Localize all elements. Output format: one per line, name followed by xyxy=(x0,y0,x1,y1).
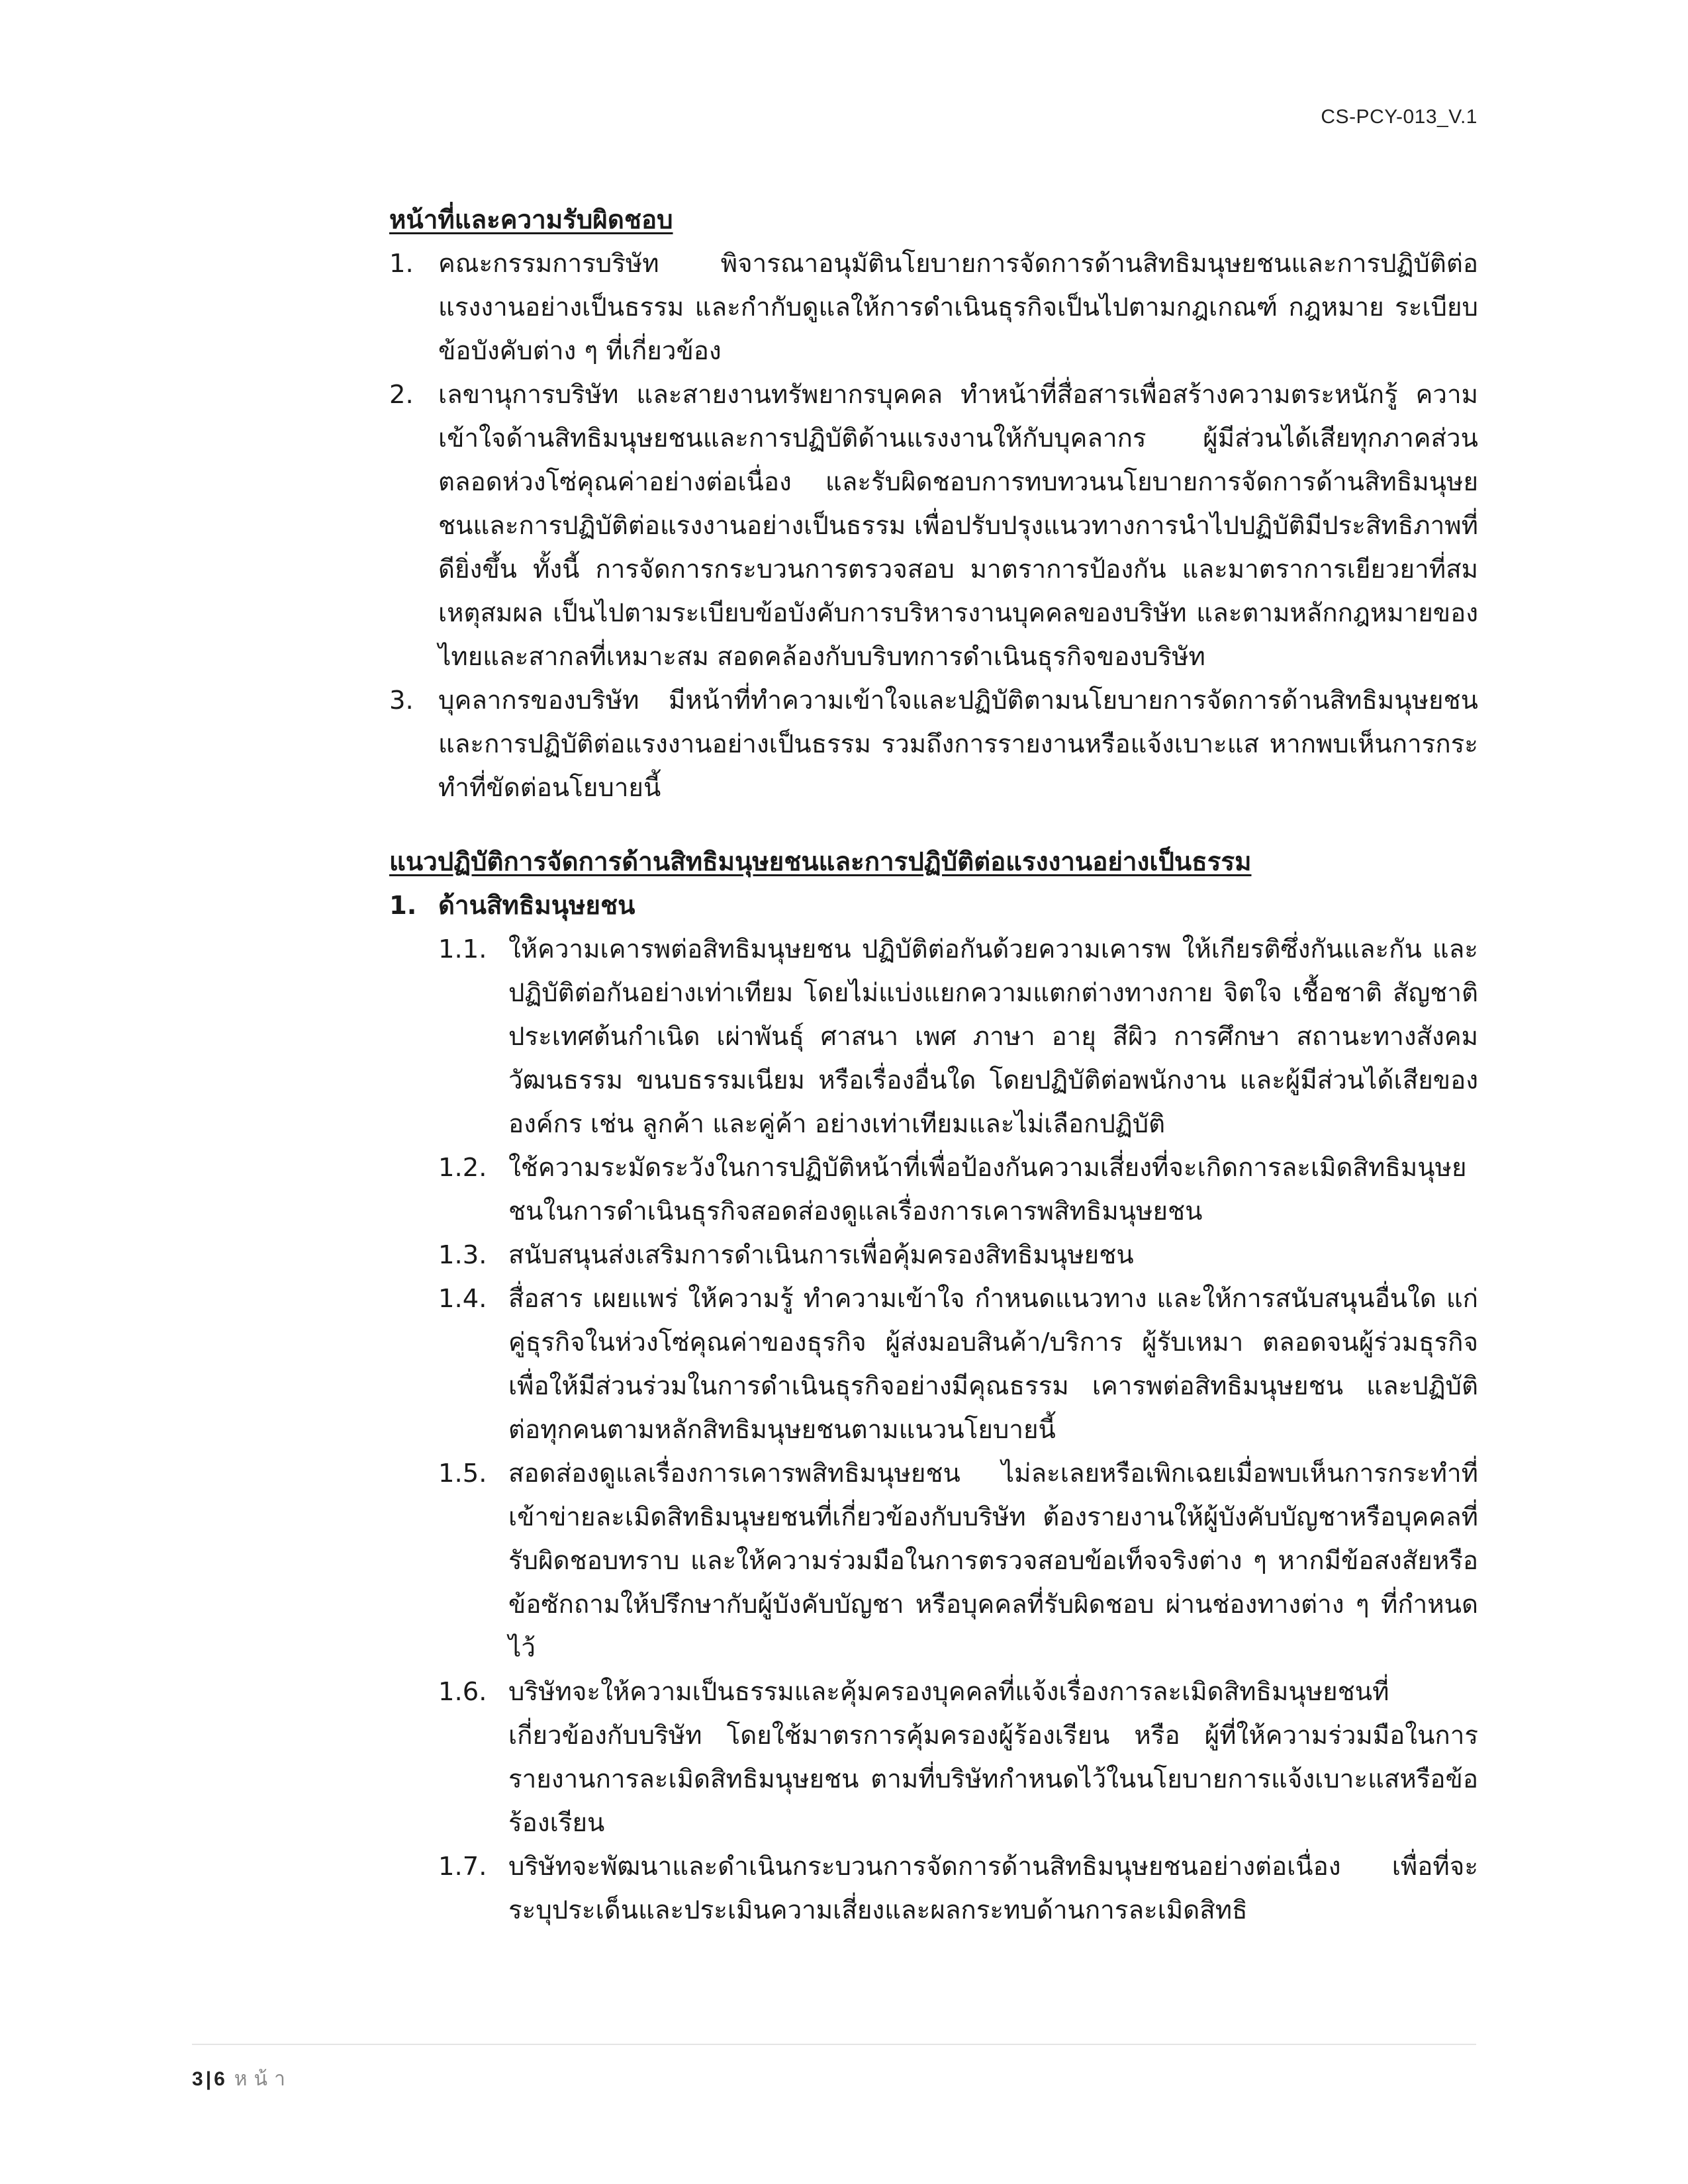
list-item-text: คณะกรรมการบริษัท พิจารณาอนุมัตินโยบายการจัดการด้านสิทธิมนุษยชนและการปฏิบัติต่อแรงงานอย่างเป็นธรรม และกำกับดูแลให้การดำเนินธุรกิจเป็นไปตามกฎเกณฑ์ กฎหมาย ระเบียบข้อบังคับต่าง ๆ ที่เกี่ยวข้อง xyxy=(438,249,1478,366)
list-item xyxy=(438,1146,1478,1234)
guideline-section-title xyxy=(389,884,1478,928)
section-number: 1. xyxy=(389,891,417,921)
list-item-text: บริษัทจะพัฒนาและดำเนินกระบวนการจัดการด้านสิทธิมนุษยชนอย่างต่อเนื่อง เพื่อที่จะระบุประเด็นและประเมินความเสี่ยงและผลกระทบด้านการละเมิดสิทธิ xyxy=(508,1852,1478,1925)
page-number xyxy=(192,2064,292,2095)
human-rights-list xyxy=(438,928,1478,1933)
guideline-section xyxy=(389,884,1478,1933)
list-item xyxy=(438,1845,1478,1933)
list-item-number: 1.7. xyxy=(438,1852,487,1882)
page-current: 3 xyxy=(192,2068,203,2090)
list-item xyxy=(438,1670,1478,1845)
list-item xyxy=(438,1277,1478,1452)
guidelines-list xyxy=(389,884,1478,1933)
list-item xyxy=(438,1452,1478,1670)
list-item xyxy=(438,928,1478,1146)
list-item-text: ใช้ความระมัดระวังในการปฏิบัติหน้าที่เพื่อป้องกันความเสี่ยงที่จะเกิดการละเมิดสิทธิมนุษยชนในการดำเนินธุรกิจสอดส่องดูแลเรื่องการเคารพสิทธิมนุษยชน xyxy=(508,1153,1467,1226)
list-item-text: บริษัทจะให้ความเป็นธรรมและคุ้มครองบุคคลที่แจ้งเรื่องการละเมิดสิทธิมนุษยชนที่เกี่ยวข้องกับบริษัท โดยใช้มาตรการคุ้มครองผู้ร้องเรียน หรือ ผู้ที่ให้ความร่วมมือในการรายงานการละเมิดสิทธิมนุษยชน ตามที่บริษัทกำหนดไว้ในนโยบายการแจ้งเบาะแสหรือข้อร้องเรียน xyxy=(508,1677,1478,1838)
list-item-text: สนับสนุนส่งเสริมการดำเนินการเพื่อคุ้มครองสิทธิมนุษยชน xyxy=(508,1240,1134,1270)
list-item-number: 1.6. xyxy=(438,1677,487,1707)
list-item-number: 1.1. xyxy=(438,934,487,964)
list-item-number: 1. xyxy=(389,249,414,279)
list-item-number: 1.4. xyxy=(438,1284,487,1314)
responsibilities-heading: หน้าที่และความรับผิดชอบ xyxy=(389,205,673,235)
page-label: หน้า xyxy=(234,2068,292,2090)
list-item-text: ให้ความเคารพต่อสิทธิมนุษยชน ปฏิบัติต่อกันด้วยความเคารพ ให้เกียรติซึ่งกันและกัน และปฏิบัติต่อกันอย่างเท่าเทียม โดยไม่แบ่งแยกความแตกต่างทางกาย จิตใจ เชื้อชาติ สัญชาติ ประเทศต้นกำเนิด เผ่าพันธุ์ ศาสนา เพศ ภาษา อายุ สีผิว การศึกษา สถานะทางสังคม วัฒนธรรม ขนบธรรมเนียม หรือเรื่องอื่นใด โดยปฏิบัติต่อพนักงาน และผู้มีส่วนได้เสียขององค์กร เช่น ลูกค้า และคู่ค้า อย่างเท่าเทียมและไม่เลือกปฏิบัติ xyxy=(508,934,1478,1139)
list-item xyxy=(389,679,1478,810)
section-title: ด้านสิทธิมนุษยชน xyxy=(438,891,635,921)
list-item-number: 1.2. xyxy=(438,1153,487,1183)
page-total: 6 xyxy=(214,2068,225,2090)
guidelines-heading: แนวปฏิบัติการจัดการด้านสิทธิมนุษยชนและการปฏิบัติต่อแรงงานอย่างเป็นธรรม xyxy=(389,847,1252,877)
list-item-text: เลขานุการบริษัท และสายงานทรัพยากรบุคคล ทำหน้าที่สื่อสารเพื่อสร้างความตระหนักรู้ ความเข้าใจด้านสิทธิมนุษยชนและการปฏิบัติด้านแรงงานให้กับบุคลากร ผู้มีส่วนได้เสียทุกภาคส่วนตลอดห่วงโซ่คุณค่าอย่างต่อเนื่อง และรับผิดชอบการทบทวนนโยบายการจัดการด้านสิทธิมนุษยชนและการปฏิบัติต่อแรงงานอย่างเป็นธรรม เพื่อปรับปรุงแนวทางการนำไปปฏิบัติมีประสิทธิภาพที่ดียิ่งขึ้น ทั้งนี้ การจัดการกระบวนการตรวจสอบ มาตราการป้องกัน และมาตราการเยียวยาที่สมเหตุสมผล เป็นไปตามระเบียบข้อบังคับการบริหารงานบุคคลของบริษัท และตามหลักกฎหมายของไทยและสากลที่เหมาะสม สอดคล้องกับบริบทการดำเนินธุรกิจของบริษัท xyxy=(438,380,1478,672)
list-item-number: 1.5. xyxy=(438,1459,487,1488)
footer-divider xyxy=(192,2044,1476,2045)
list-item-number: 2. xyxy=(389,380,414,410)
section-spacer xyxy=(389,810,1478,841)
responsibilities-list xyxy=(389,242,1478,810)
list-item-number: 3. xyxy=(389,686,414,715)
list-item xyxy=(438,1234,1478,1277)
list-item xyxy=(389,242,1478,373)
document-body xyxy=(389,199,1478,1933)
list-item-text: สื่อสาร เผยแพร่ ให้ความรู้ ทำความเข้าใจ กำหนดแนวทาง และให้การสนับสนุนอื่นใด แก่คู่ธุรกิจในห่วงโซ่คุณค่าของธุรกิจ ผู้ส่งมอบสินค้า/บริการ ผู้รับเหมา ตลอดจนผู้ร่วมธุรกิจ เพื่อให้มีส่วนร่วมในการดำเนินธุรกิจอย่างมีคุณธรรม เคารพต่อสิทธิมนุษยชน และปฏิบัติต่อทุกคนตามหลักสิทธิมนุษยชนตามแนวนโยบายนี้ xyxy=(508,1284,1478,1445)
list-item-text: สอดส่องดูแลเรื่องการเคารพสิทธิมนุษยชน ไม่ละเลยหรือเพิกเฉยเมื่อพบเห็นการกระทำที่เข้าข่ายละเมิดสิทธิมนุษยชนที่เกี่ยวข้องกับบริษัท ต้องรายงานให้ผู้บังคับบัญชาหรือบุคคลที่รับผิดชอบทราบ และให้ความร่วมมือในการตรวจสอบข้อเท็จจริงต่าง ๆ หากมีข้อสงสัยหรือข้อซักถามให้ปรึกษากับผู้บังคับบัญชา หรือบุคคลที่รับผิดชอบ ผ่านช่องทางต่าง ๆ ที่กำหนดไว้ xyxy=(508,1459,1478,1663)
list-item xyxy=(389,373,1478,679)
page-separator: | xyxy=(205,2068,212,2090)
list-item-number: 1.3. xyxy=(438,1240,487,1270)
list-item-text: บุคลากรของบริษัท มีหน้าที่ทำความเข้าใจและปฏิบัติตามนโยบายการจัดการด้านสิทธิมนุษยชนและการปฏิบัติต่อแรงงานอย่างเป็นธรรม รวมถึงการรายงานหรือแจ้งเบาะแส หากพบเห็นการกระทำที่ขัดต่อนโยบายนี้ xyxy=(438,686,1478,803)
document-code: CS-PCY-013_V.1 xyxy=(1321,106,1477,128)
